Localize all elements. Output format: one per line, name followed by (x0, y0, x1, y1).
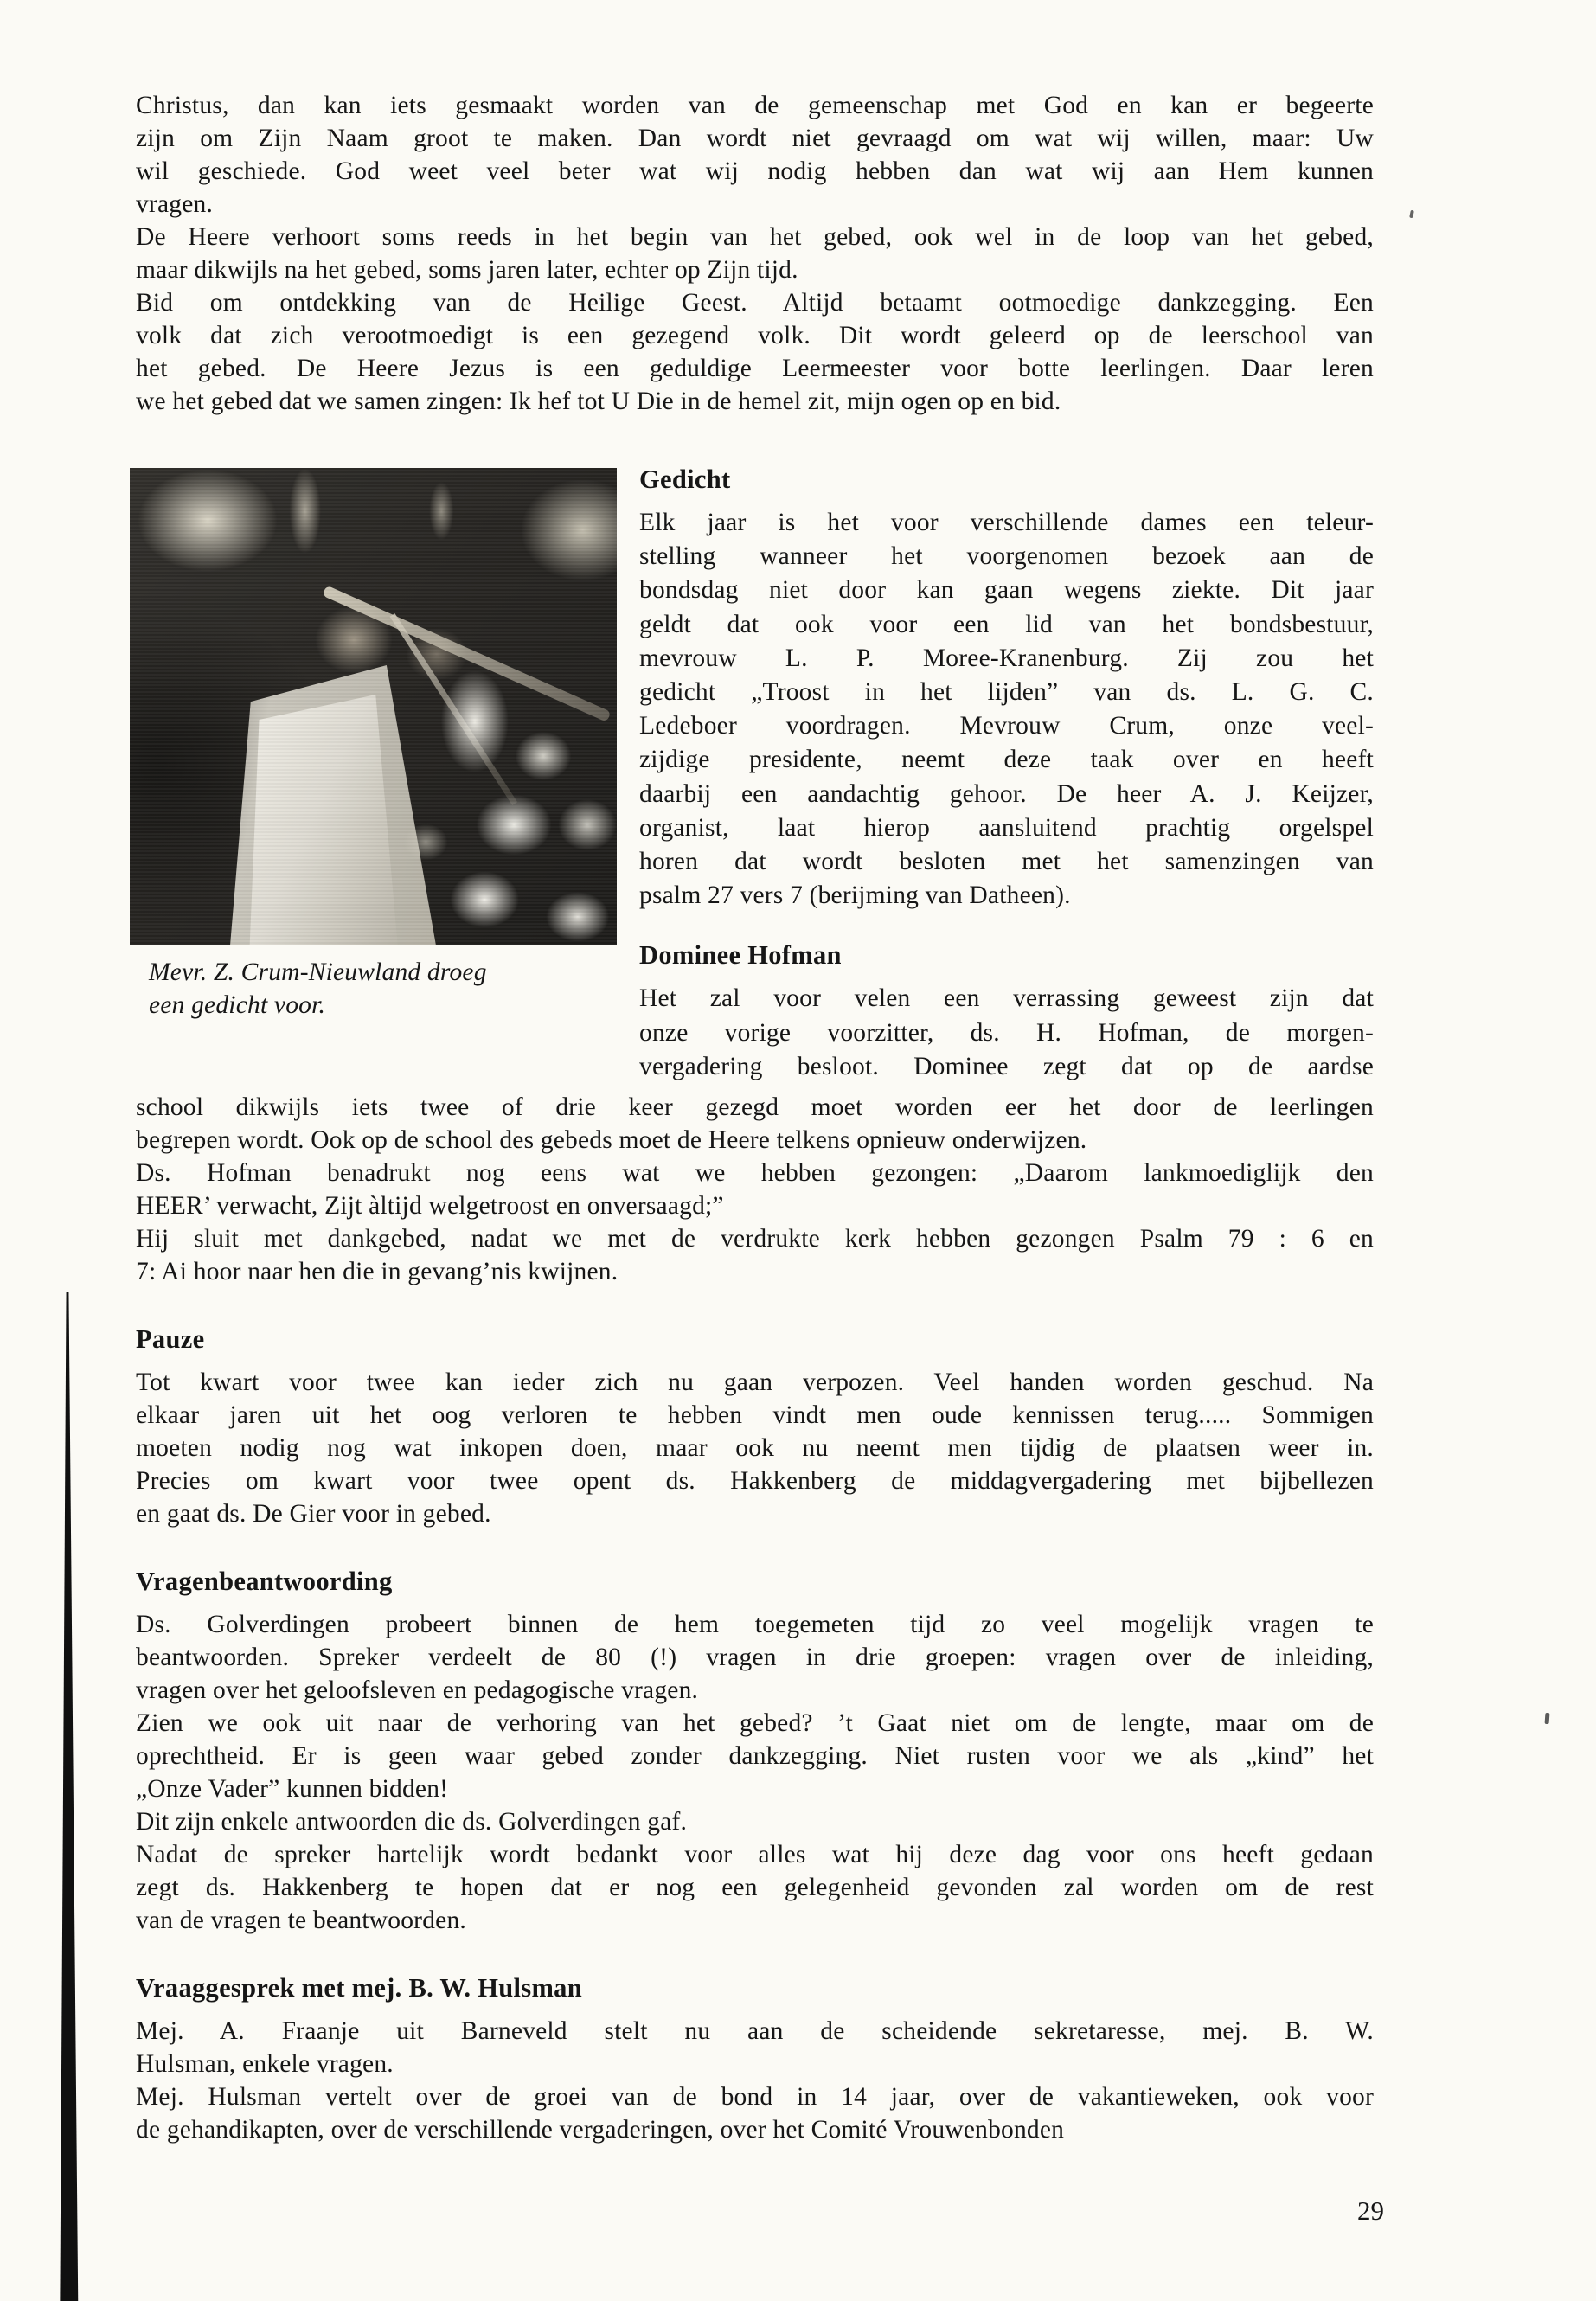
text-line: het gebed. De Heere Jezus is een geduldige Leermeester voor botte leerlingen. Daar leren (136, 355, 1374, 382)
paragraph (136, 1707, 1374, 1805)
text-line: onze vorige voorzitter, ds. H. Hofman, de morgen- (639, 1018, 1374, 1047)
paragraph (136, 1838, 1374, 1937)
text-line: Ds. Hofman benadrukt nog eens wat we hebben gezongen: „Daarom lankmoediglijk den (136, 1159, 1374, 1188)
text-line: en gaat ds. De Gier voor in gebed. (136, 1500, 491, 1529)
scan-speck (1545, 1713, 1550, 1724)
text-line: Christus, dan kan iets gesmaakt worden van de gemeenschap met God en kan er begeerte (136, 92, 1374, 119)
text-line: moeten nodig nog wat inkopen doen, maar ook nu neemt men tijdig de plaatsen weer in. (136, 1434, 1374, 1463)
text-line: Zien we ook uit naar de verhoring van het gebed? ’t Gaat niet om de lengte, maar om de (136, 1709, 1374, 1738)
text-line: Mej. Hulsman vertelt over de groei van de bond in 14 jaar, over de vakantieweken, ook voor (136, 2083, 1374, 2112)
right-column (639, 465, 1374, 1084)
paragraph (136, 1805, 1374, 1838)
text-line: mevrouw L. P. Moree-Kranenburg. Zij zou het (639, 644, 1374, 672)
page-content (136, 89, 1374, 2146)
dominee-continued-paragraphs (136, 1091, 1374, 1288)
photo-figure (130, 468, 617, 1022)
vraaggesprek-paragraphs (136, 2015, 1374, 2146)
text-line: Mevr. Z. Crum-Nieuwland droeg (149, 958, 487, 986)
paragraph (136, 286, 1374, 418)
paragraph (136, 1091, 1374, 1157)
text-line: van de vragen te beantwoorden. (136, 1907, 466, 1935)
text-line: stelling wanneer het voorgenomen bezoek aan de (639, 542, 1374, 571)
text-line: volk dat zich verootmoedigt is een gezegend volk. Dit wordt geleerd op de leerschool van (136, 322, 1374, 349)
text-line: Nadat de spreker hartelijk wordt bedankt voor alles wat hij deze dag voor ons heeft gedaan (136, 1841, 1374, 1869)
text-line: Ledeboer voordragen. Mevrouw Crum, onze veel- (639, 712, 1374, 740)
section-heading-vragenbeantwoording: Vragenbeantwoording (136, 1567, 393, 1597)
text-line: 7: Ai hoor naar hen die in gevang’nis kwijnen. (136, 1258, 619, 1286)
pauze-paragraphs (136, 1366, 1374, 1530)
paragraph (136, 1608, 1374, 1707)
text-line: begrepen wordt. Ook op de school des gebeds moet de Heere telkens opnieuw onderwijzen. (136, 1126, 1087, 1155)
text-line: Bid om ontdekking van de Heilige Geest. Altijd betaamt ootmoedige dankzegging. Een (136, 289, 1374, 317)
binding-scan-artifact (52, 1292, 83, 2301)
photo-flower-arrangement (372, 658, 617, 945)
text-line: „Onze Vader” kunnen bidden! (136, 1775, 449, 1804)
paragraph (136, 1366, 1374, 1530)
text-line: daarbij een aandachtig gehoor. De heer A. J. Keijzer, (639, 779, 1374, 808)
text-line: vragen. (136, 190, 214, 218)
intro-paragraphs (136, 89, 1374, 418)
text-line: Dit zijn enkele antwoorden die ds. Golverdingen gaf. (136, 1808, 688, 1836)
text-line: we het gebed dat we samen zingen: Ik hef tot U Die in de hemel zit, mijn ogen op en bid. (136, 388, 1061, 415)
scan-speck (1409, 210, 1414, 219)
text-line: Het zal voor velen een verrassing geweest zijn dat (639, 984, 1374, 1013)
paragraph (136, 1222, 1374, 1288)
gedicht-paragraph (639, 506, 1374, 913)
paragraph (136, 2015, 1374, 2080)
text-line: gedicht „Troost in het lijden” van ds. L. G. C. (639, 678, 1374, 707)
text-line: school dikwijls iets twee of drie keer gezegd moet worden eer het door de leerlingen (136, 1093, 1374, 1122)
text-line: vergadering besloot. Dominee zegt dat op de aardse (639, 1052, 1374, 1080)
photo-caption (130, 945, 617, 1022)
text-line: Mej. A. Fraanje uit Barneveld stelt nu aan de scheidende sekretaresse, mej. B. W. (136, 2017, 1374, 2046)
dominee-column-lines (639, 982, 1374, 1084)
text-line: bondsdag niet door kan gaan wegens ziekte. Dit jaar (639, 576, 1374, 605)
text-line: De Heere verhoort soms reeds in het begin van het gebed, ook wel in de loop van het gebed, (136, 223, 1374, 251)
text-line: Tot kwart voor twee kan ieder zich nu gaan verpozen. Veel handen worden geschud. Na (136, 1368, 1374, 1397)
section-heading-gedicht: Gedicht (639, 465, 731, 494)
section-heading-vraaggesprek: Vraaggesprek met mej. B. W. Hulsman (136, 1973, 582, 2003)
text-line: Elk jaar is het voor verschillende dames een teleur- (639, 509, 1374, 536)
page-number: 29 (1357, 2195, 1384, 2226)
text-line: horen dat wordt besloten met het samenzingen van (639, 848, 1374, 876)
text-line: de gehandikapten, over de verschillende vergaderingen, over het Comité Vrouwenbonden (136, 2116, 1065, 2144)
text-line: zijdige presidente, neemt deze taak over en heeft (639, 746, 1374, 774)
paragraph (136, 221, 1374, 286)
text-line: psalm 27 vers 7 (berijming van Datheen). (639, 881, 1071, 910)
text-line: Precies om kwart voor twee opent ds. Hakkenberg de middagvergadering met bijbellezen (136, 1467, 1374, 1496)
text-line: elkaar jaren uit het oog verloren te hebben vindt men oude kennissen terug..... Sommigen (136, 1401, 1374, 1430)
text-line: maar dikwijls na het gebed, soms jaren later, echter op Zijn tijd. (136, 256, 798, 284)
photo-and-column-section (136, 465, 1374, 1084)
text-line: organist, laat hierop aansluitend prachtig orgelspel (639, 813, 1374, 842)
section-heading-dominee-hofman: Dominee Hofman (639, 940, 842, 971)
text-line: wil geschiede. God weet veel beter wat wij nodig hebben dan wat wij aan Hem kunnen (136, 157, 1374, 185)
text-line: oprechtheid. Er is geen waar gebed zonder dankzegging. Niet rusten voor we als „kind” het (136, 1742, 1374, 1771)
text-line: vragen over het geloofsleven en pedagogische vragen. (136, 1676, 699, 1705)
text-line: geldt dat ook voor een lid van het bondsbestuur, (639, 610, 1374, 638)
text-line: zijn om Zijn Naam groot te maken. Dan wordt niet gevraagd om wat wij willen, maar: Uw (136, 125, 1374, 152)
text-line: beantwoorden. Spreker verdeelt de 80 (!) vragen in drie groepen: vragen over de inleiding, (136, 1644, 1374, 1672)
text-line: Hij sluit met dankgebed, nadat we met de verdrukte kerk hebben gezongen Psalm 79 : 6 en (136, 1225, 1374, 1253)
photo-speaker-at-lectern (130, 468, 617, 945)
section-heading-pauze: Pauze (136, 1324, 205, 1355)
paragraph (136, 2080, 1374, 2146)
paragraph (136, 89, 1374, 221)
text-line: HEER’ verwacht, Zijt àltijd welgetroost en onversaagd;” (136, 1192, 724, 1221)
text-line: Hulsman, enkele vragen. (136, 2050, 394, 2079)
text-line: zegt ds. Hakkenberg te hopen dat er nog een gelegenheid gevonden zal worden om de rest (136, 1874, 1374, 1902)
text-line: een gedicht voor. (149, 991, 326, 1019)
text-line: Ds. Golverdingen probeert binnen de hem toegemeten tijd zo veel mogelijk vragen te (136, 1611, 1374, 1639)
vragen-paragraphs (136, 1608, 1374, 1937)
paragraph (136, 1157, 1374, 1222)
